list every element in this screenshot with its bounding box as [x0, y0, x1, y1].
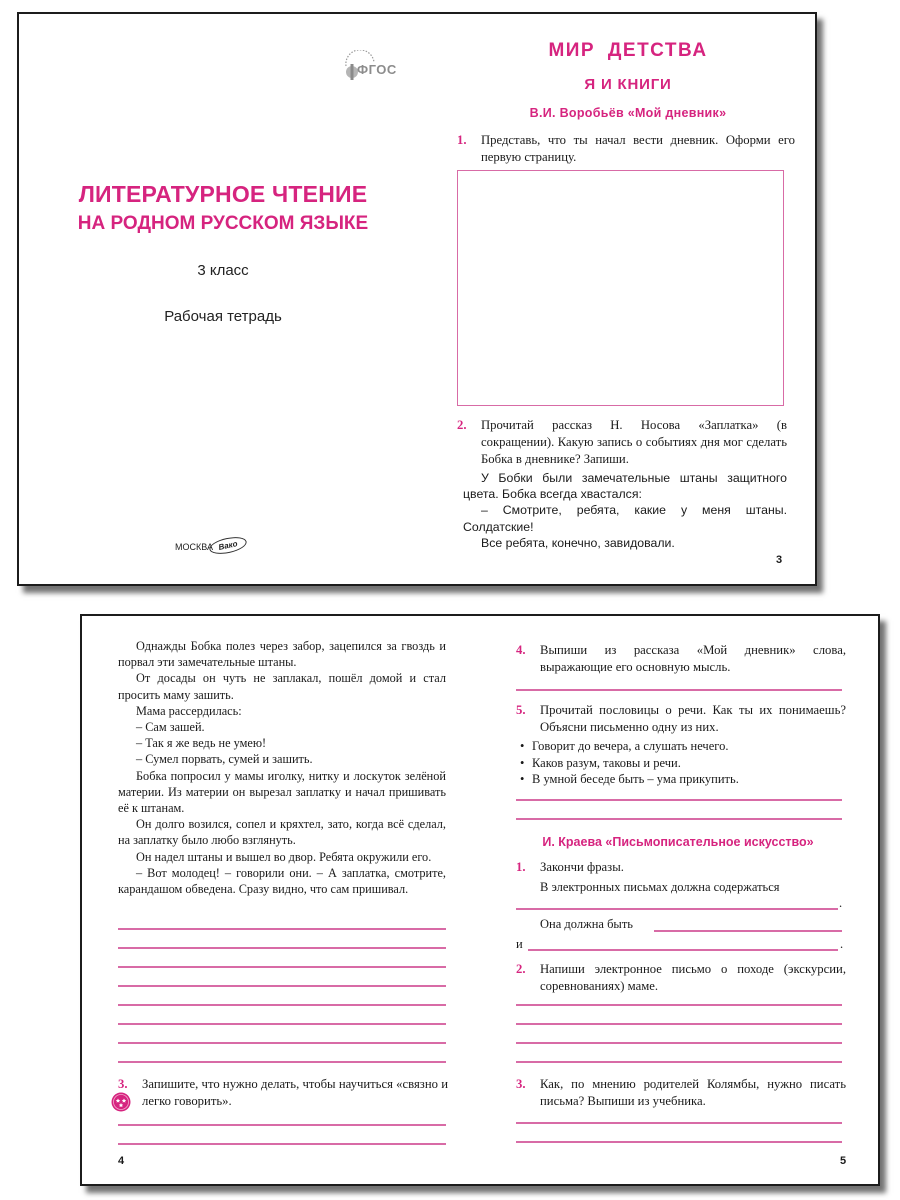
page-number: 3 [776, 554, 783, 566]
task-number: 1. [516, 860, 526, 874]
task-text: Запишите, что нужно делать, чтобы научиться «связно и легко говорить». [142, 1077, 448, 1108]
task-number: 5. [516, 703, 526, 717]
story-paragraph: Бобка попросил у мамы иголку, нитку и лоскуток зелёной материи. Из материи он вырезал заплатку и начал пришивать её к штанам. [118, 768, 446, 816]
list-item: • В умной беседе быть – ума прикупить. [520, 772, 739, 786]
answer-lines-task3-p5[interactable] [516, 1122, 842, 1160]
phrase-1 [540, 879, 846, 896]
cover-page [19, 14, 427, 584]
star-badge-icon [111, 1092, 131, 1112]
list-item: • Говорит до вечера, а слушать нечего. [520, 739, 729, 753]
page-4 [82, 616, 477, 1184]
task-1-p3 [457, 132, 795, 166]
story-paragraph: Все ребята, конечно, завидовали. [481, 535, 675, 550]
vako-logo-icon [208, 534, 248, 557]
task-4-p5 [516, 642, 846, 676]
page-5 [502, 616, 880, 1184]
story-paragraph: – Сумел порвать, сумей и зашить. [136, 752, 313, 767]
page-number: 5 [840, 1155, 847, 1167]
answer-lines-story[interactable] [118, 928, 446, 1080]
spread-page4-page5 [80, 614, 880, 1186]
page-3 [439, 14, 817, 584]
proverb-list [520, 738, 840, 788]
task-number: 1. [457, 133, 467, 147]
task-number: 3. [516, 1077, 526, 1091]
task-number: 2. [516, 962, 526, 976]
phrase-3-start: и [516, 937, 523, 951]
task-text: Как, по мнению родителей Колямбы, нужно писать письма? Выпиши из учебника. [540, 1077, 846, 1108]
diary-drawing-frame[interactable] [457, 170, 784, 406]
task-text: Прочитай пословицы о речи. Как ты их понимаешь? Объясни письменно одну из них. [540, 703, 846, 734]
story-paragraph: – Сам зашей. [136, 720, 205, 735]
task-text: Прочитай рассказ Н. Носова «Заплатка» (в сокращении). Какую запись о событиях дня мог сделать Бобка в дневнике? Запиши. [481, 418, 787, 466]
proverb-text: Каков разум, таковы и речи. [532, 755, 681, 770]
story-paragraph: Однажды Бобка полез через забор, зацепился за гвоздь и порвал эти замечательные штаны. [118, 639, 446, 670]
page-number: 4 [118, 1155, 125, 1167]
story-paragraph: – Вот молодец! – говорили они. – А заплатка, смотрите, карандашом обведена. Сразу видно, что сам пришивал. [118, 865, 446, 897]
work-title-kraeva: И. Краева «Письмописательное искусство» [542, 835, 814, 849]
cover-subtitle: Рабочая тетрадь [164, 308, 282, 325]
task-2-p5 [516, 961, 846, 995]
phrase-text: Она должна быть [540, 917, 633, 931]
spread-cover-page3 [17, 12, 817, 586]
task-number: 3. [118, 1077, 128, 1091]
answer-lines-task5[interactable] [516, 799, 842, 837]
answer-lines-task3-p4[interactable] [118, 1124, 446, 1162]
cover-grade: 3 класс [197, 262, 249, 279]
phrase-3-answer-line[interactable] [528, 949, 838, 951]
story-continuation [118, 638, 446, 897]
proverb-text: Говорит до вечера, а слушать нечего. [532, 739, 729, 753]
answer-lines-task2-p5[interactable] [516, 1004, 842, 1080]
task-number: 2. [457, 418, 467, 432]
fgos-logo-text: ФГОС [357, 62, 397, 77]
publisher-city: МОСКВА [175, 542, 213, 552]
section-title: МИР ДЕТСТВА [548, 40, 708, 61]
story-paragraph: Он надел штаны и вышел во двор. Ребята окружили его. [136, 849, 432, 864]
task-number: 4. [516, 643, 526, 657]
story-paragraph: Мама рассердилась: [136, 703, 242, 718]
phrase-1-answer-line[interactable] [516, 908, 838, 910]
work-title-vorobyov: В.И. Воробьёв «Мой дневник» [529, 106, 727, 120]
story-paragraph: У Бобки были замечательные штаны защитного цвета. Бобка всегда хвастался: [463, 471, 787, 502]
proverb-text: В умной беседе быть – ума прикупить. [532, 772, 739, 786]
story-paragraph: От досады он чуть не заплакал, пошёл домой и стал просить маму зашить. [118, 671, 446, 702]
cover-title-line2: НА РОДНОМ РУССКОМ ЯЗЫКЕ [77, 213, 369, 234]
task-5-p5 [516, 702, 846, 736]
task-3-p4 [118, 1076, 448, 1110]
task-2-p3 [457, 417, 787, 468]
task-text: Напиши электронное письмо о походе (экскурсии, соревнованиях) маме. [540, 962, 846, 993]
story-excerpt-p3 [463, 470, 787, 551]
period: . [839, 896, 843, 910]
task-text: Закончи фразы. [540, 860, 624, 874]
phrase-2-answer-line[interactable] [654, 930, 842, 932]
task-1-p5 [516, 859, 846, 876]
task-3-p5 [516, 1076, 846, 1110]
list-item: • Каков разум, таковы и речи. [520, 755, 681, 770]
period: . [840, 937, 844, 951]
task-text: Представь, что ты начал вести дневник. Оформи его первую страницу. [481, 133, 795, 164]
task-text: Выпиши из рассказа «Мой дневник» слова, выражающие его основную мысль. [540, 643, 846, 674]
cover-title-line1: ЛИТЕРАТУРНОЕ ЧТЕНИЕ [78, 181, 368, 207]
phrase-text: В электронных письмах должна содержаться [540, 880, 780, 894]
vako-logo-text: Вако [217, 539, 239, 552]
phrase-2 [540, 916, 633, 933]
story-paragraph: – Так я же ведь не умею! [136, 736, 267, 751]
subsection-title: Я И КНИГИ [584, 76, 672, 93]
story-paragraph: – Смотрите, ребята, какие у меня штаны. Солдатские! [463, 503, 787, 534]
story-paragraph: Он долго возился, сопел и кряхтел, зато, когда всё сделал, на заплатку было любо взглянуть. [118, 817, 446, 848]
